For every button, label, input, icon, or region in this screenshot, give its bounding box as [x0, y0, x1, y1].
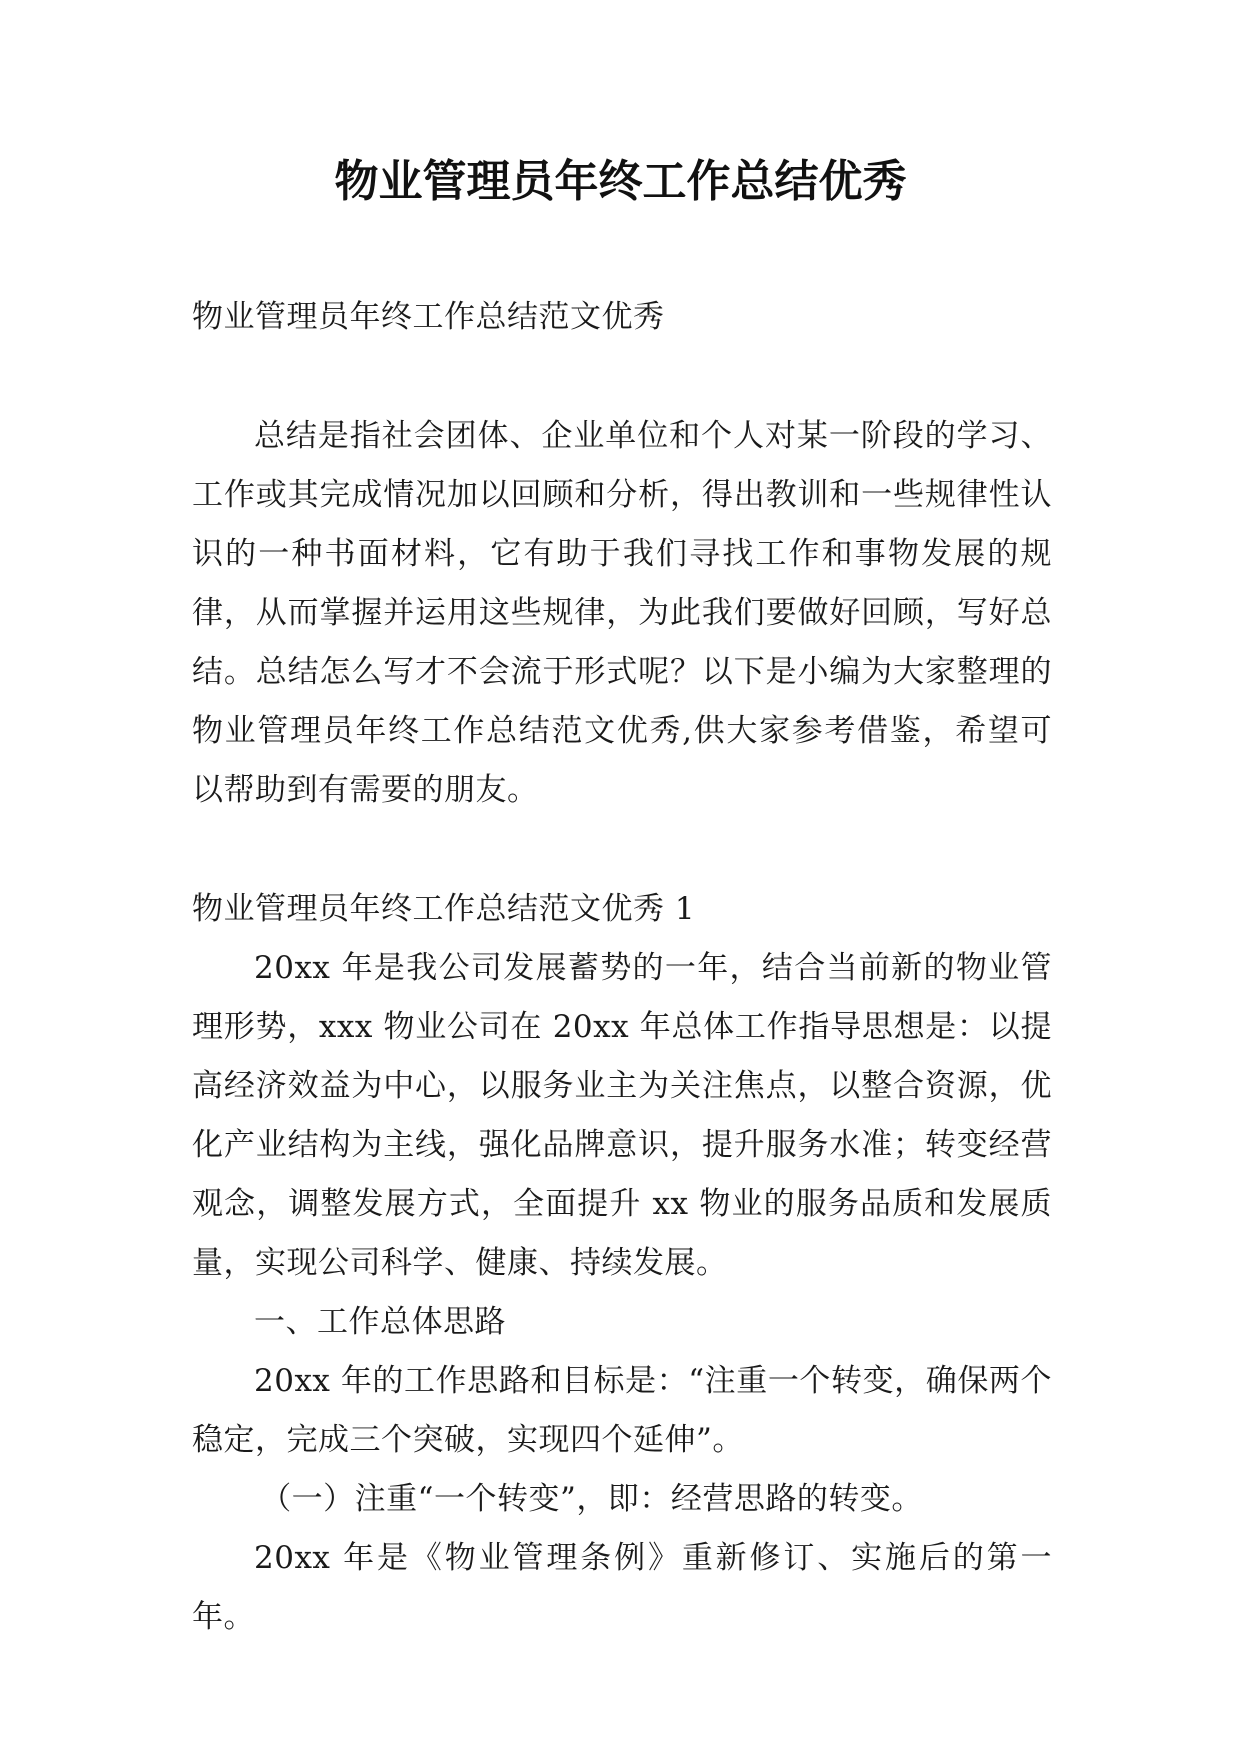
body-paragraph: 20xx 年是《物业管理条例》重新修订、实施后的第一年。 [192, 1540, 1052, 1635]
document-body [192, 288, 1052, 1647]
spacer [192, 347, 1052, 407]
document-title: 物业管理员年终工作总结优秀 [334, 156, 907, 207]
intro-paragraph: 总结是指社会团体、企业单位和个人对某一阶段的学习、工作或其完成情况加以回顾和分析，得出教训和一些规律性认识的一种书面材料，它有助于我们寻找工作和事物发展的规律，从而掌握并运用这些规律，为此我们要做好回顾，写好总结。总结怎么写才不会流于形式呢？以下是小编为大家整理的物业管理员年终工作总结范文优秀,供大家参考借鉴，希望可以帮助到有需要的朋友。 [192, 418, 1052, 808]
subsection-heading: 一、工作总体思路 [254, 1304, 506, 1340]
spacer [192, 820, 1052, 880]
subsection-heading: （一）注重“一个转变”，即：经营思路的转变。 [260, 1481, 923, 1517]
body-paragraph: 20xx 年的工作思路和目标是：“注重一个转变，确保两个稳定，完成三个突破，实现四个延伸”。 [192, 1363, 1052, 1458]
body-paragraph: 20xx 年是我公司发展蓄势的一年，结合当前新的物业管理形势，xxx 物业公司在 20xx 年总体工作指导思想是：以提高经济效益为中心，以服务业主为关注焦点，以整合资源，优化产业结构为主线，强化品牌意识，提升服务水准；转变经营观念，调整发展方式，全面提升 xx 物业的服务品质和发展质量，实现公司科学、健康、持续发展。 [192, 950, 1052, 1281]
section-heading: 物业管理员年终工作总结范文优秀 1 [192, 891, 696, 927]
document-subtitle: 物业管理员年终工作总结范文优秀 [192, 299, 665, 335]
